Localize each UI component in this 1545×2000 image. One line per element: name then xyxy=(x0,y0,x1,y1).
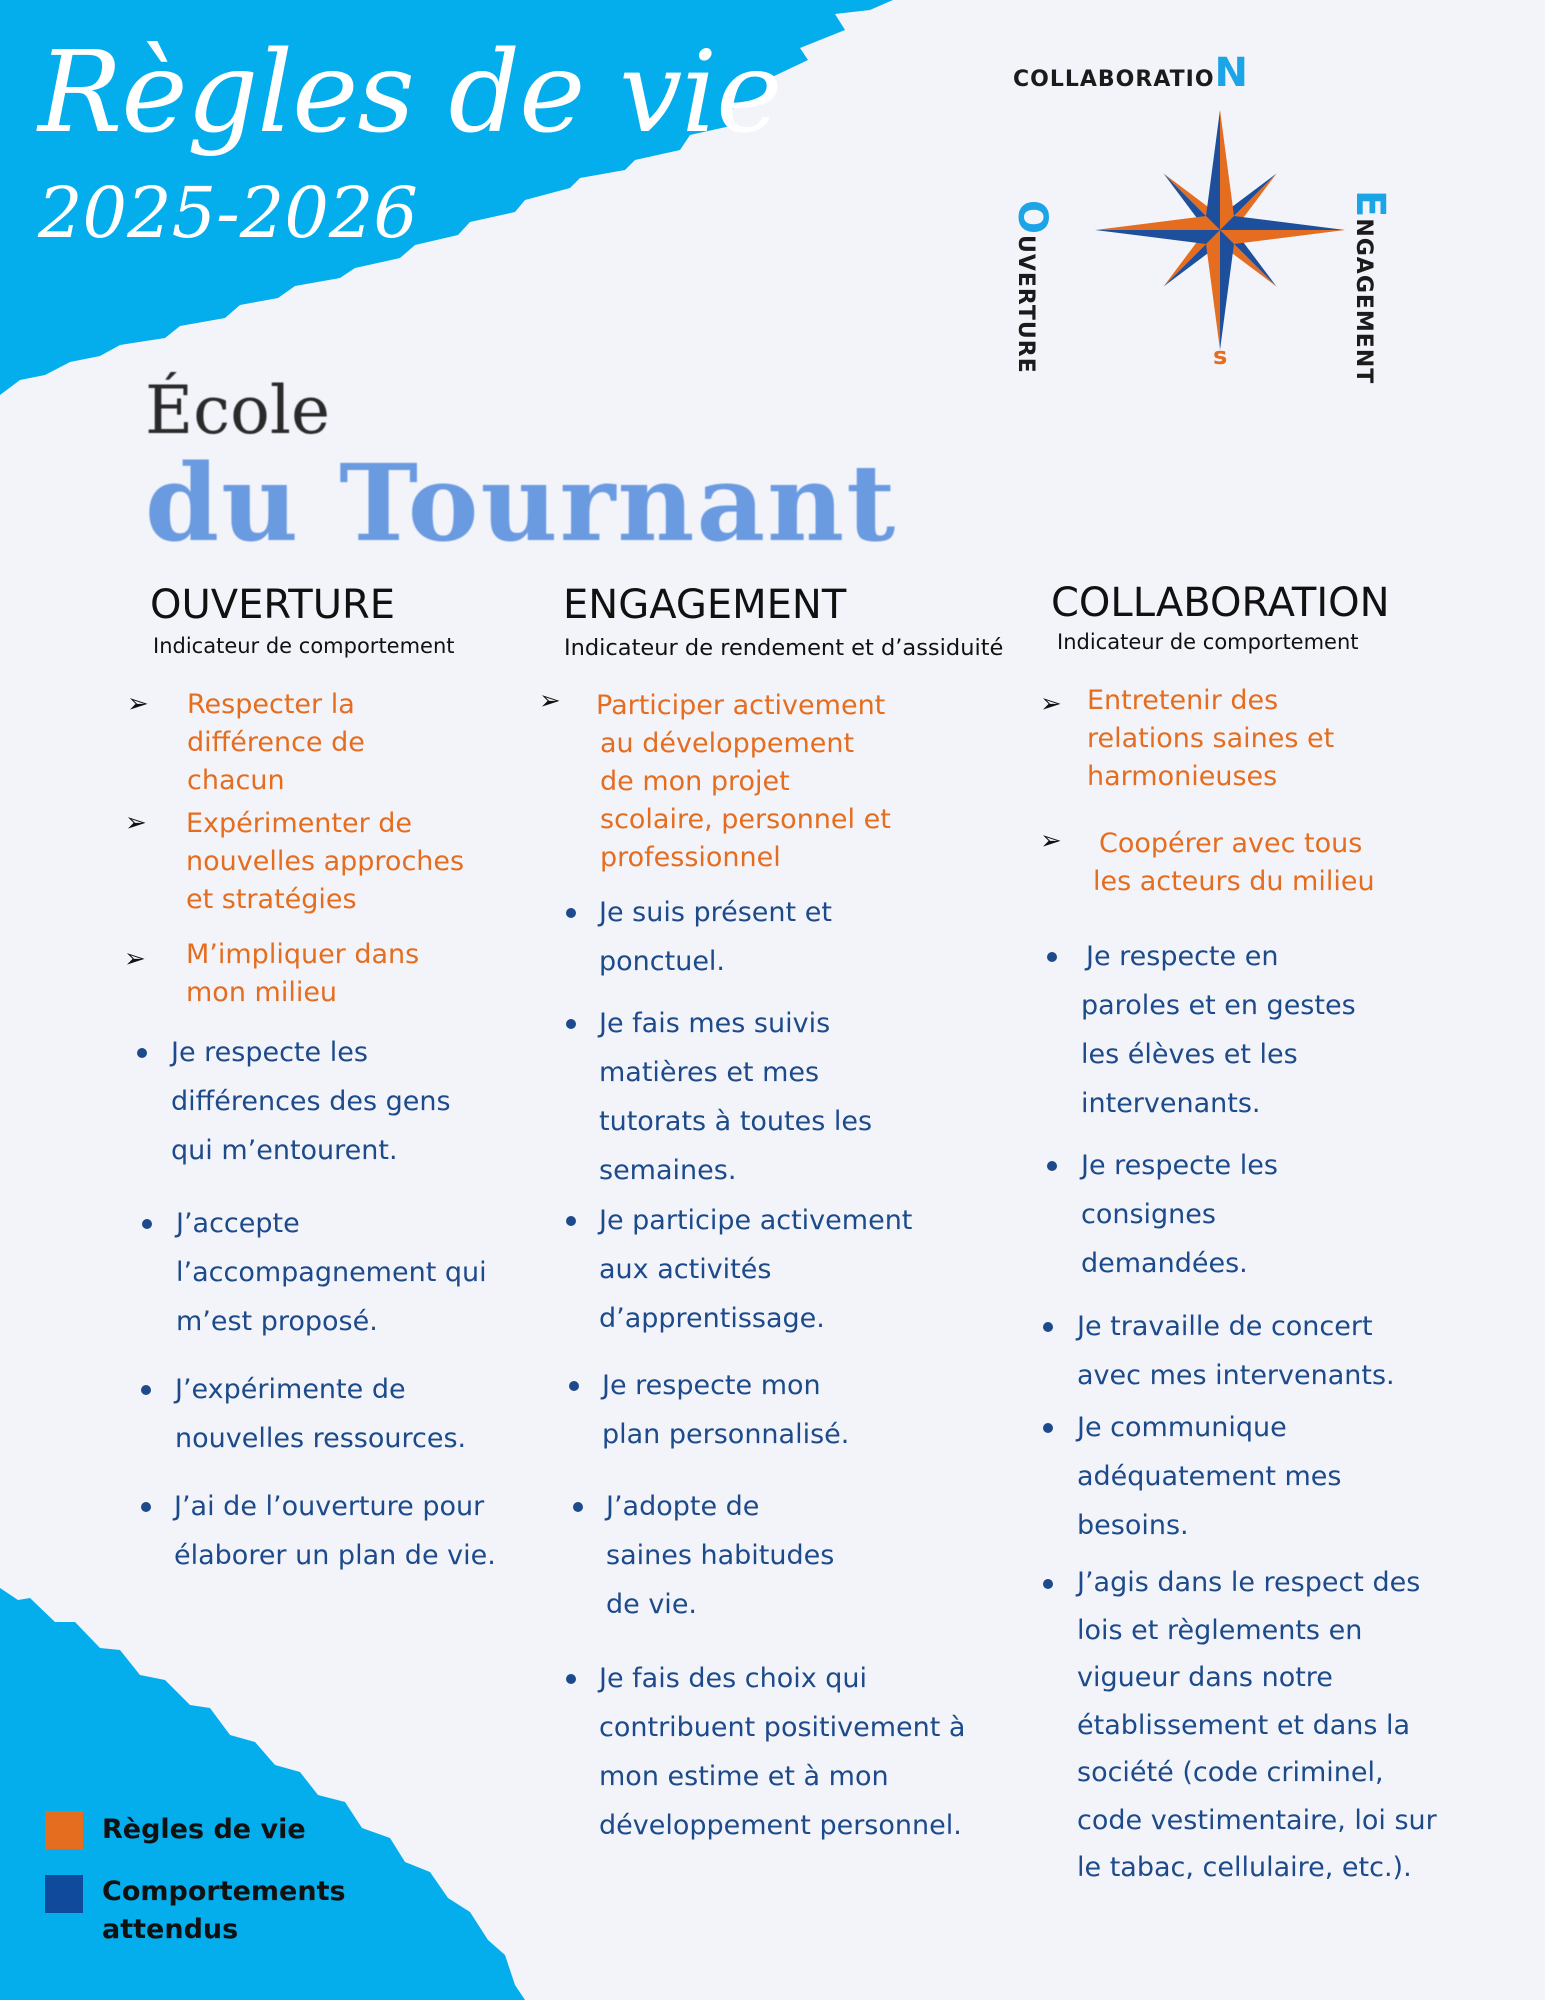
behavior-item xyxy=(1077,1403,1341,1550)
rule-line: Coopérer avec tous xyxy=(1099,828,1363,859)
behavior-line: qui m’entourent. xyxy=(171,1135,398,1166)
rule-line: de mon projet xyxy=(600,766,790,797)
behavior-item xyxy=(1077,1559,1437,1892)
behavior-line: demandées. xyxy=(1081,1248,1248,1279)
rule-line: harmonieuses xyxy=(1087,761,1278,792)
rule-line: au développement xyxy=(600,728,855,759)
behavior-line: J’accepte xyxy=(176,1208,300,1239)
compass-west-rest: UVERTURE xyxy=(1013,235,1038,374)
behavior-line: établissement et dans la xyxy=(1077,1709,1411,1741)
rule-item xyxy=(1087,682,1334,796)
column-title-collaboration: COLLABORATION xyxy=(1051,580,1390,626)
rule-line: relations saines et xyxy=(1087,723,1335,754)
column-title-engagement: ENGAGEMENT xyxy=(563,582,847,628)
behavior-line: mon estime et à mon xyxy=(599,1761,889,1792)
rule-item xyxy=(186,805,464,919)
bullet-icon xyxy=(569,1381,579,1391)
behavior-line: intervenants. xyxy=(1081,1088,1261,1119)
behavior-line: semaines. xyxy=(599,1155,737,1186)
behavior-line: nouvelles ressources. xyxy=(175,1423,467,1454)
behavior-item xyxy=(599,999,872,1195)
behavior-line: J’adopte de xyxy=(606,1491,760,1522)
compass-star-icon xyxy=(1090,100,1350,360)
compass-east-label xyxy=(1347,190,1393,384)
page-title: Règles de vie xyxy=(38,28,782,158)
bullet-icon xyxy=(566,908,576,918)
behavior-line: adéquatement mes xyxy=(1077,1461,1342,1492)
behavior-item xyxy=(1077,1302,1395,1400)
compass-east-letter: E xyxy=(1347,190,1393,219)
rule-arrow-icon: ➢ xyxy=(127,689,149,719)
behavior-line: Je suis présent et xyxy=(599,897,832,928)
compass-logo xyxy=(1009,40,1410,385)
bullet-icon xyxy=(137,1048,147,1058)
behavior-line: Je participe activement xyxy=(599,1205,913,1236)
behavior-line: aux activités xyxy=(599,1254,772,1285)
rule-line: Entretenir des xyxy=(1087,685,1279,716)
rule-line: Expérimenter de xyxy=(186,808,413,839)
rule-item xyxy=(596,687,891,877)
bullet-icon xyxy=(141,1502,151,1512)
behavior-line: Je fais des choix qui xyxy=(599,1663,868,1694)
behavior-item xyxy=(606,1482,834,1629)
behavior-line: Je fais mes suivis xyxy=(599,1008,831,1039)
bullet-icon xyxy=(1043,1423,1053,1433)
behavior-item xyxy=(171,1028,451,1175)
compass-north-letter: N xyxy=(1214,50,1250,96)
column-subtitle-ouverture: Indicateur de comportement xyxy=(153,634,455,658)
behavior-line: plan personnalisé. xyxy=(602,1419,850,1450)
behavior-line: paroles et en gestes xyxy=(1081,990,1356,1021)
behavior-line: lois et règlements en xyxy=(1077,1614,1363,1646)
behavior-item xyxy=(175,1365,466,1463)
behavior-line: consignes xyxy=(1081,1199,1216,1230)
behavior-line: Je communique xyxy=(1077,1412,1287,1443)
legend-swatch-behaviors xyxy=(45,1875,83,1913)
behavior-item xyxy=(1081,1141,1278,1288)
behavior-line: code vestimentaire, loi sur xyxy=(1077,1804,1437,1836)
behavior-line: les élèves et les xyxy=(1081,1039,1298,1070)
bullet-icon xyxy=(1047,952,1057,962)
rule-line: et stratégies xyxy=(186,884,357,915)
behavior-line: Je respecte les xyxy=(1081,1150,1278,1181)
behavior-item xyxy=(599,1196,912,1343)
compass-east-rest: NGAGEMENT xyxy=(1351,218,1376,385)
behavior-line: J’ai de l’ouverture pour xyxy=(174,1491,485,1522)
compass-west-label xyxy=(1009,200,1055,374)
school-name-line1: École xyxy=(145,372,331,449)
behavior-line: d’apprentissage. xyxy=(599,1303,825,1334)
behavior-line: tutorats à toutes les xyxy=(599,1106,873,1137)
behavior-item xyxy=(599,888,832,986)
bullet-icon xyxy=(1047,1161,1057,1171)
behavior-line: J’agis dans le respect des xyxy=(1077,1567,1421,1598)
rule-arrow-icon: ➢ xyxy=(124,944,146,974)
bullet-icon xyxy=(1043,1579,1053,1589)
bullet-icon xyxy=(141,1385,151,1395)
bullet-icon xyxy=(142,1219,152,1229)
rule-arrow-icon: ➢ xyxy=(1040,689,1062,719)
behavior-line: l’accompagnement qui xyxy=(176,1257,487,1288)
behavior-line: J’expérimente de xyxy=(175,1374,406,1405)
behavior-line: Je travaille de concert xyxy=(1077,1311,1373,1342)
bullet-icon xyxy=(566,1019,576,1029)
rule-item xyxy=(187,686,365,800)
behavior-item xyxy=(176,1199,487,1346)
behavior-line: différences des gens xyxy=(171,1086,451,1117)
behavior-line: vigueur dans notre xyxy=(1077,1662,1333,1693)
behavior-item xyxy=(1081,932,1356,1128)
behavior-line: matières et mes xyxy=(599,1057,820,1088)
behavior-line: société (code criminel, xyxy=(1077,1757,1384,1788)
bullet-icon xyxy=(1043,1322,1053,1332)
rule-item xyxy=(186,936,419,1012)
rule-line: nouvelles approches xyxy=(186,846,465,877)
rule-line: scolaire, personnel et xyxy=(600,804,891,835)
rule-item xyxy=(1093,825,1375,901)
behavior-line: contribuent positivement à xyxy=(599,1712,966,1743)
bullet-icon xyxy=(566,1216,576,1226)
behavior-line: de vie. xyxy=(606,1589,698,1620)
rule-line: différence de xyxy=(187,727,365,758)
legend-label-rules: Règles de vie xyxy=(102,1814,306,1845)
rule-line: professionnel xyxy=(600,842,781,873)
rule-arrow-icon: ➢ xyxy=(1040,826,1062,856)
bullet-icon xyxy=(566,1674,576,1684)
bullet-icon xyxy=(573,1502,583,1512)
behavior-line: développement personnel. xyxy=(599,1810,962,1841)
behavior-line: saines habitudes xyxy=(606,1540,835,1571)
school-year: 2025-2026 xyxy=(38,172,418,254)
column-title-ouverture: OUVERTURE xyxy=(150,582,396,628)
rule-arrow-icon: ➢ xyxy=(125,808,147,838)
behavior-line: besoins. xyxy=(1077,1510,1189,1541)
legend-label-behaviors: Comportements attendus xyxy=(102,1876,346,1945)
compass-south-letter: s xyxy=(1213,342,1229,370)
compass-north-label xyxy=(1013,50,1249,96)
behavior-line: Je respecte en xyxy=(1086,941,1279,972)
behavior-line: m’est proposé. xyxy=(176,1306,378,1337)
rule-line: M’impliquer dans xyxy=(186,939,420,970)
rule-arrow-icon: ➢ xyxy=(539,686,561,716)
behavior-line: le tabac, cellulaire, etc.). xyxy=(1077,1852,1412,1883)
rule-line: Participer activement xyxy=(596,690,886,721)
column-subtitle-collaboration: Indicateur de comportement xyxy=(1057,630,1359,654)
rule-line: Respecter la xyxy=(187,689,355,720)
rule-line: chacun xyxy=(187,765,285,796)
behavior-item xyxy=(602,1361,849,1459)
school-name-line2: du Tournant xyxy=(145,440,898,565)
rule-line: mon milieu xyxy=(186,977,338,1008)
behavior-line: Je respecte les xyxy=(171,1037,368,1068)
compass-north-prefix: COLLABORATIO xyxy=(1013,67,1215,92)
behavior-line: avec mes intervenants. xyxy=(1077,1360,1395,1391)
behavior-line: élaborer un plan de vie. xyxy=(174,1540,496,1571)
behavior-item xyxy=(599,1654,965,1850)
behavior-line: ponctuel. xyxy=(599,946,726,977)
legend-swatch-rules xyxy=(45,1811,83,1849)
compass-west-letter: O xyxy=(1009,200,1055,236)
behavior-item xyxy=(174,1482,496,1580)
column-subtitle-engagement: Indicateur de rendement et d’assiduité xyxy=(564,635,1004,661)
rule-line: les acteurs du milieu xyxy=(1093,866,1375,897)
behavior-line: Je respecte mon xyxy=(602,1370,821,1401)
